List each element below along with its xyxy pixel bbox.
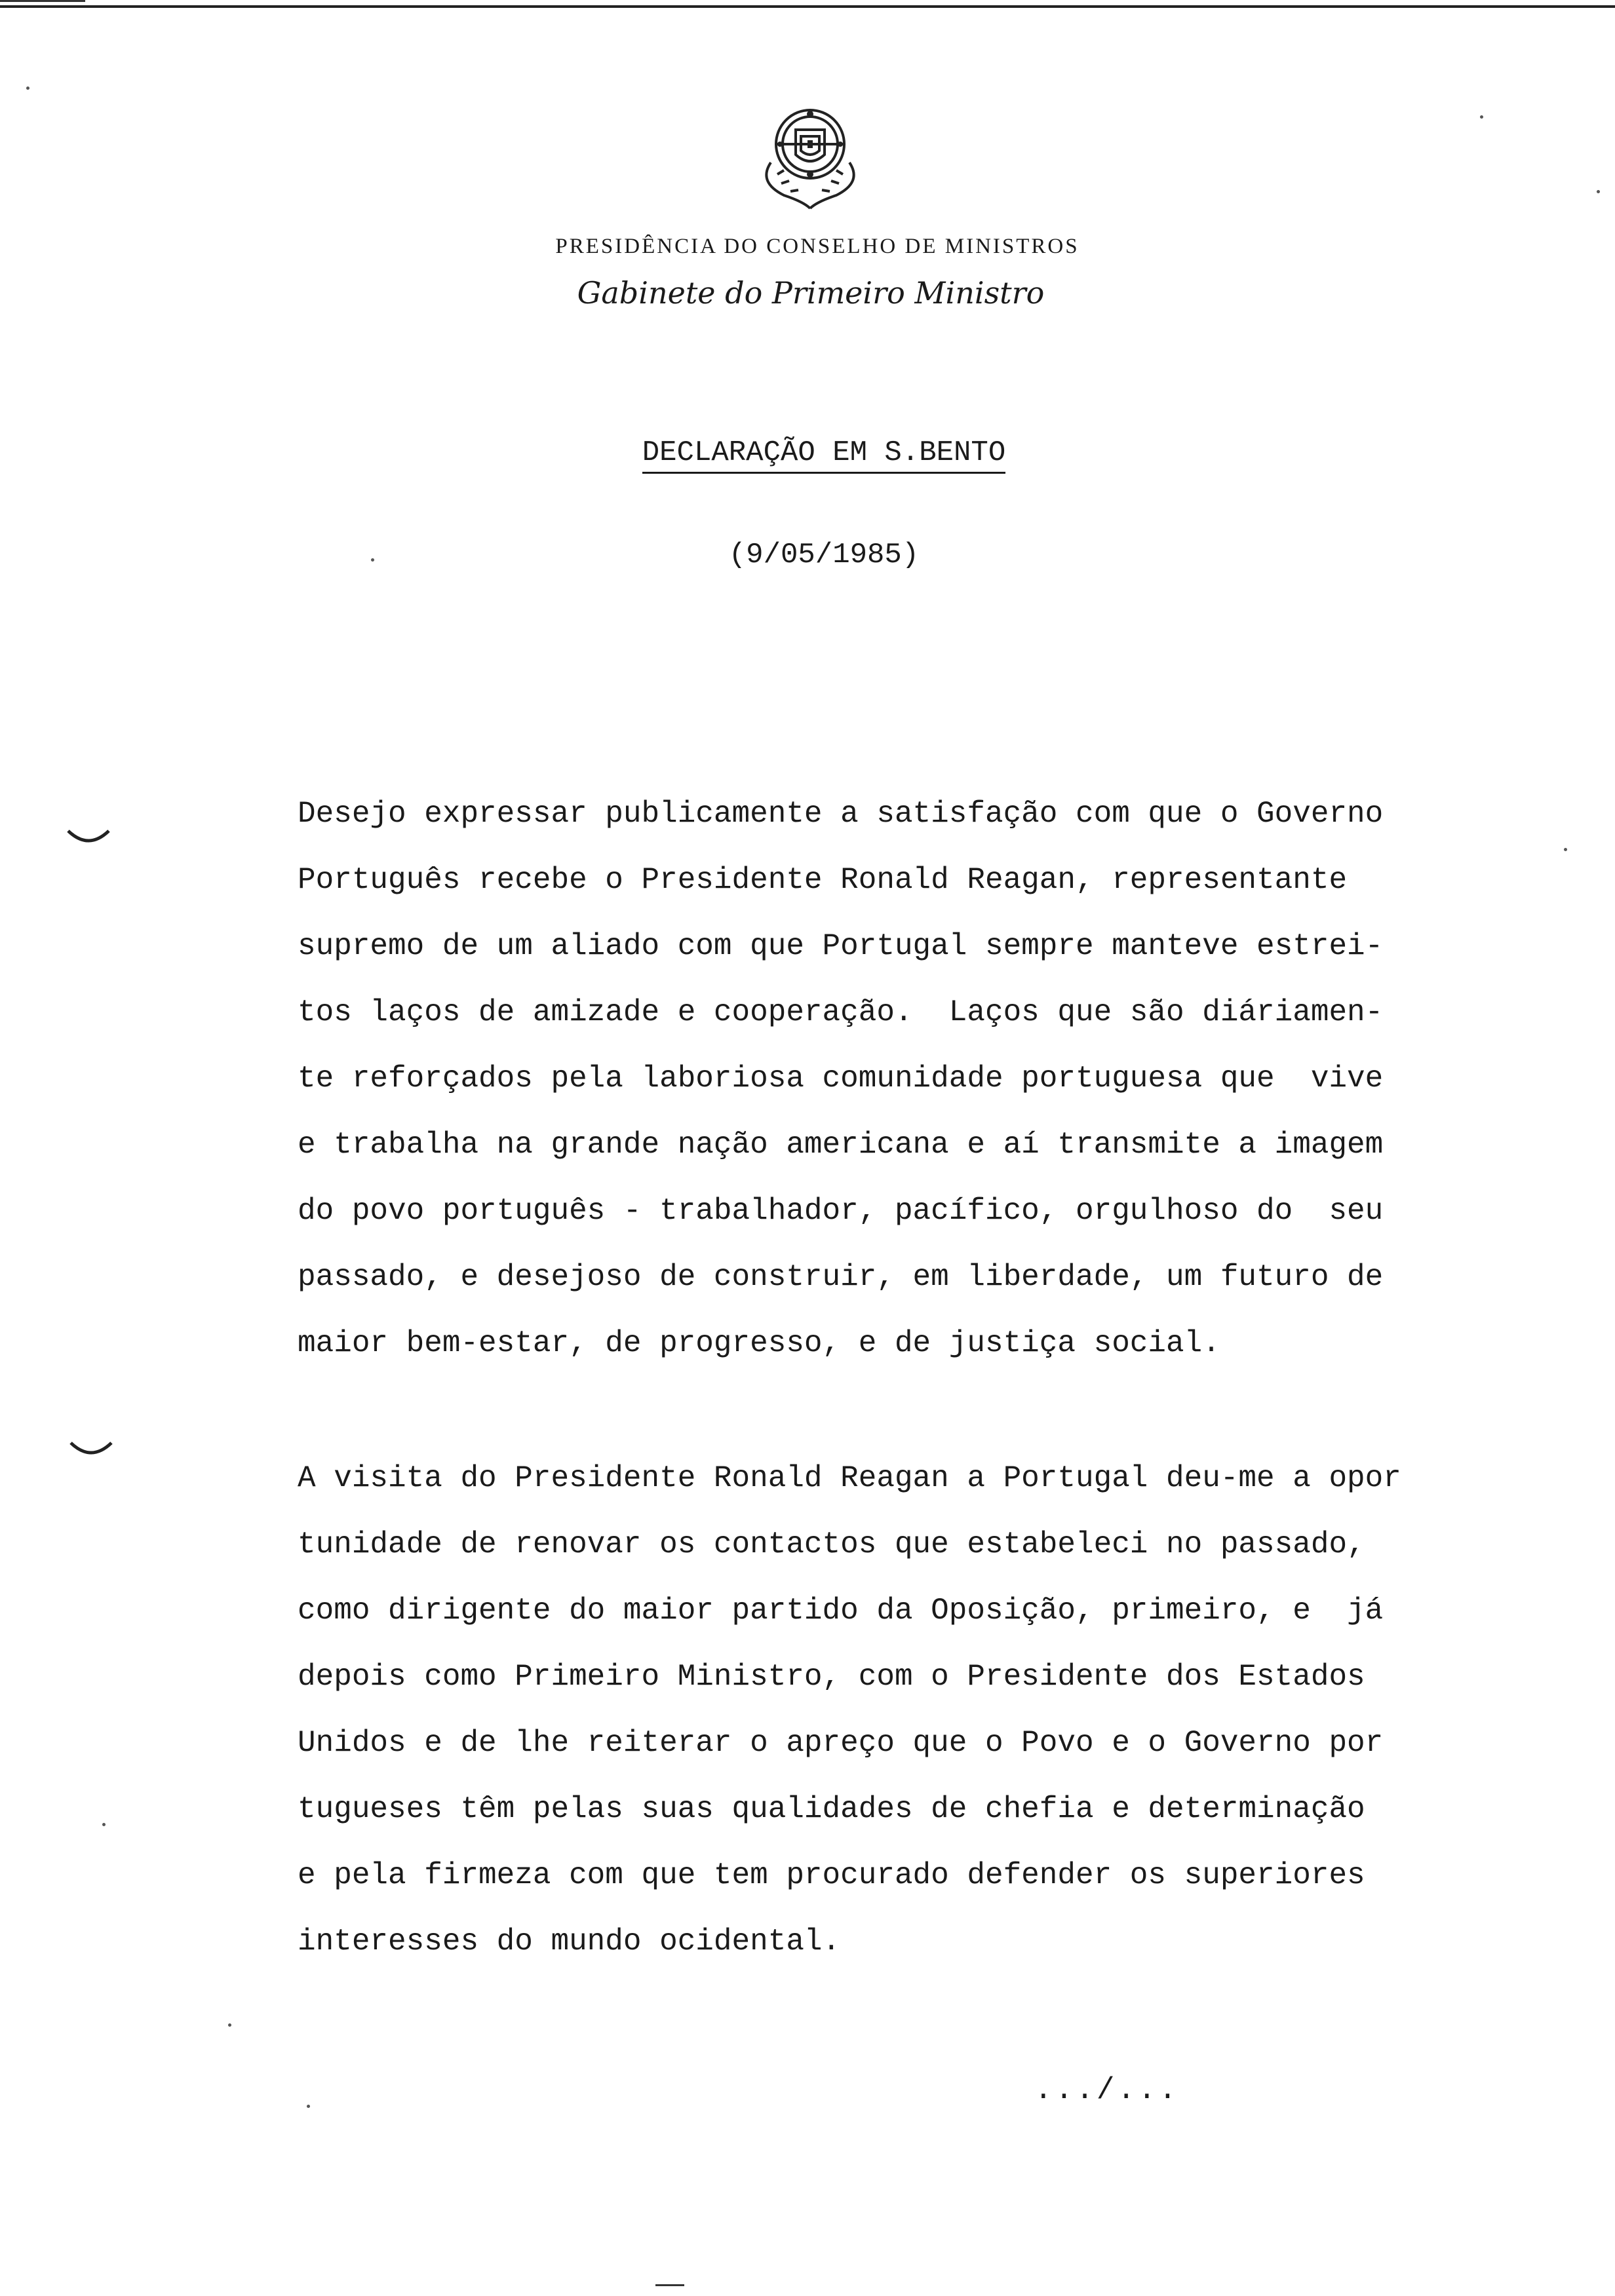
text-line: tunidade de renovar os contactos que estabeleci no passado, — [298, 1527, 1365, 1561]
text-line: tugueses têm pelas suas qualidades de chefia e determinação — [298, 1792, 1365, 1826]
scan-edge-mark — [655, 2284, 684, 2286]
punch-hole-mark — [66, 827, 111, 847]
document-title-text: DECLARAÇÃO EM S.BENTO — [642, 436, 1006, 474]
text-line: como dirigente do maior partido da Oposição, primeiro, e já — [298, 1594, 1384, 1628]
text-line: te reforçados pela laboriosa comunidade portuguesa que vive — [298, 1062, 1384, 1096]
text-line: depois como Primeiro Ministro, com o Presidente dos Estados — [298, 1660, 1365, 1694]
scan-speck — [26, 86, 29, 90]
text-line: e trabalha na grande nação americana e aí transmite a imagem — [298, 1128, 1384, 1162]
scan-speck — [1597, 190, 1600, 193]
scan-speck — [307, 2105, 310, 2108]
text-line: e pela firmeza com que tem procurado defender os superiores — [298, 1858, 1365, 1892]
scan-speck — [1564, 848, 1567, 851]
document-title — [0, 436, 1615, 469]
scan-speck — [228, 2023, 231, 2027]
scan-speck — [102, 1823, 106, 1826]
text-line: A visita do Presidente Ronald Reagan a Portugal deu-me a opor — [298, 1461, 1401, 1495]
scan-speck — [371, 558, 374, 562]
document-date: (9/05/1985) — [728, 539, 920, 571]
text-line: Unidos e de lhe reiterar o apreço que o Povo e o Governo por — [298, 1726, 1384, 1760]
scan-edge-mark — [0, 0, 85, 2]
text-line: interesses do mundo ocidental. — [298, 1924, 841, 1959]
organization-header: PRESIDÊNCIA DO CONSELHO DE MINISTROS — [555, 235, 1080, 258]
punch-hole-mark — [68, 1439, 114, 1459]
scan-speck — [1480, 115, 1483, 119]
paragraph-1 — [298, 794, 1504, 1390]
text-line: do povo português - trabalhador, pacífico, orgulhoso do seu — [298, 1194, 1384, 1228]
portuguese-coat-of-arms-icon — [745, 104, 876, 215]
text-line: tos laços de amizade e cooperação. Laços que são diáriamen- — [298, 995, 1384, 1029]
top-border-line — [0, 5, 1615, 8]
text-line: Português recebe o Presidente Ronald Reagan, representante — [298, 863, 1348, 897]
text-line: maior bem-estar, de progresso, e de justiça social. — [298, 1326, 1220, 1360]
continuation-marker: .../... — [1034, 2073, 1180, 2107]
text-line: passado, e desejoso de construir, em liberdade, um futuro de — [298, 1260, 1384, 1294]
cabinet-signature-line: Gabinete do Primeiro Ministro — [577, 275, 1045, 311]
text-line: Desejo expressar publicamente a satisfação com que o Governo — [298, 797, 1384, 831]
paragraph-2 — [298, 1459, 1504, 1988]
text-line: supremo de um aliado com que Portugal sempre manteve estrei- — [298, 929, 1384, 963]
